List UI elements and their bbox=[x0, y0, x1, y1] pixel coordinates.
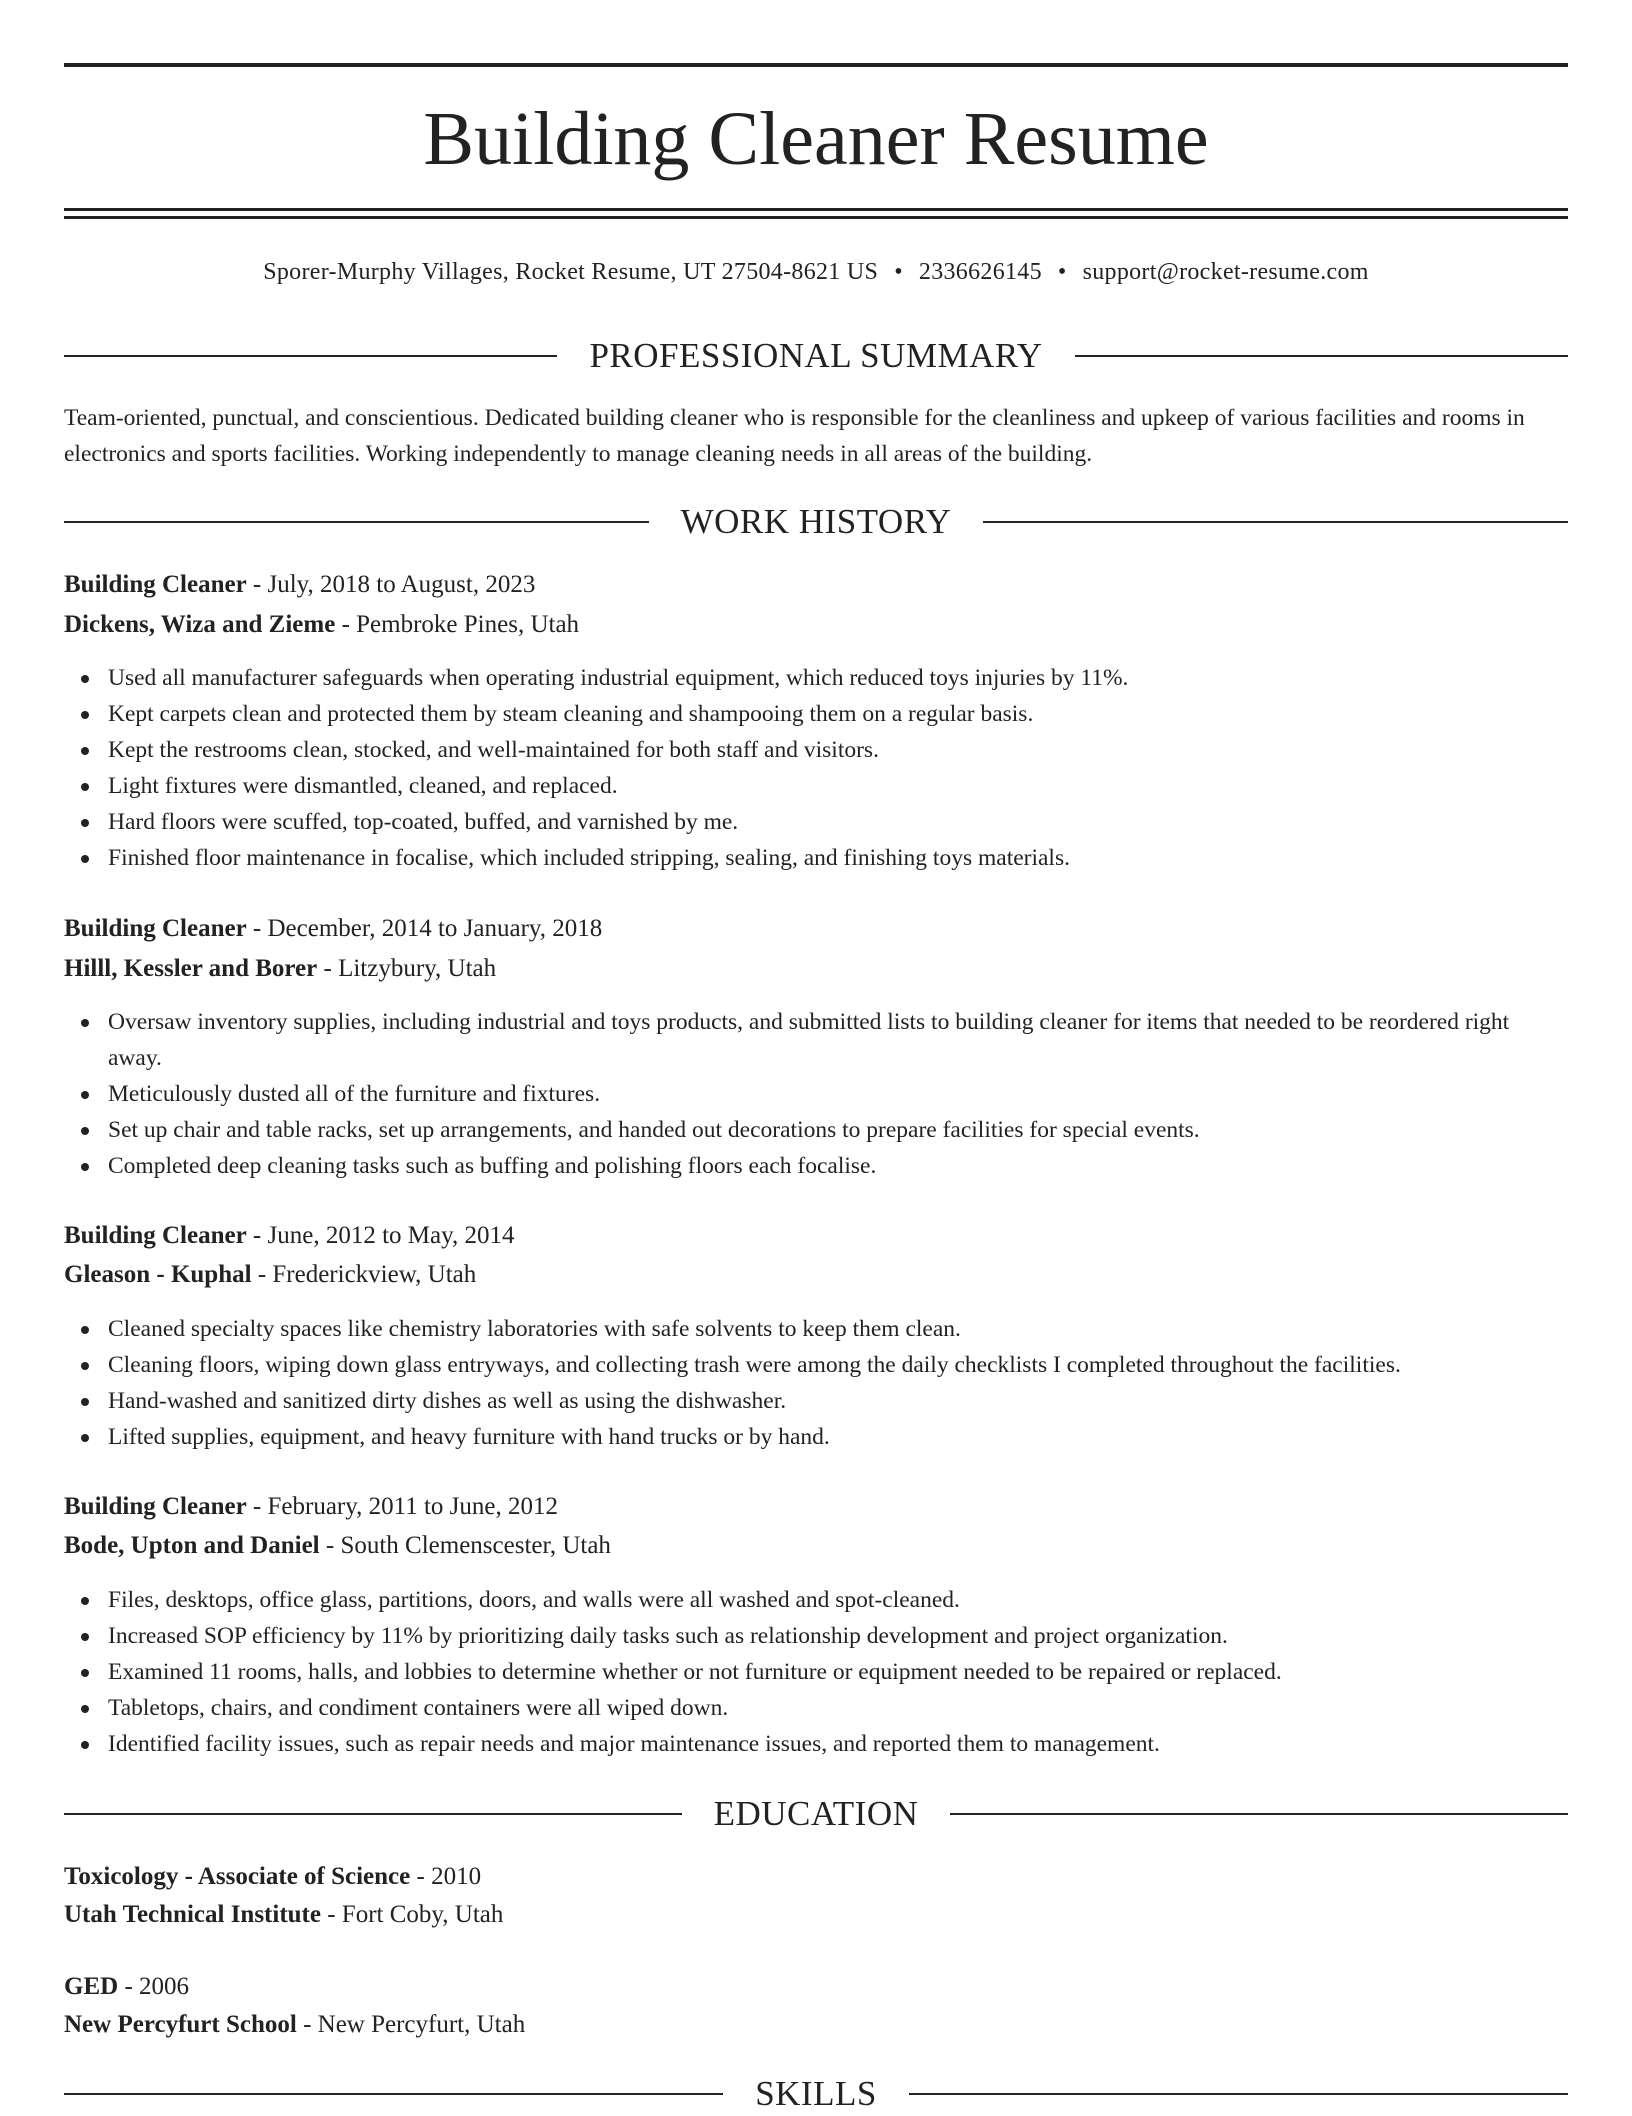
job-role: Building Cleaner bbox=[64, 1222, 247, 1249]
job-title-line bbox=[64, 910, 1568, 948]
contact-phone: 2336626145 bbox=[918, 259, 1042, 285]
job-title-line bbox=[64, 566, 1568, 604]
section-heading-label: WORK HISTORY bbox=[680, 502, 952, 541]
heading-rule bbox=[64, 355, 557, 357]
education-school-line bbox=[64, 2006, 1568, 2044]
list-item: Oversaw inventory supplies, including industrial and toys products, and submitted lists to building cleaner for items that needed to be reordered right away. bbox=[108, 1004, 1568, 1076]
job-dates: - February, 2011 to June, 2012 bbox=[246, 1493, 558, 1520]
list-item: Kept carpets clean and protected them by steam cleaning and shampooing them on a regular basis. bbox=[108, 696, 1568, 732]
job-company-line bbox=[64, 1256, 1568, 1294]
job-location: - Frederickview, Utah bbox=[251, 1261, 477, 1288]
education-degree: GED bbox=[64, 1973, 119, 2000]
education-degree: Toxicology - Associate of Science bbox=[64, 1863, 411, 1890]
job-location: - Litzybury, Utah bbox=[317, 955, 497, 982]
list-item: Light fixtures were dismantled, cleaned, and replaced. bbox=[108, 768, 1568, 804]
education-location: - New Percyfurt, Utah bbox=[296, 2011, 526, 2038]
list-item: Cleaned specialty spaces like chemistry laboratories with safe solvents to keep them clean. bbox=[108, 1311, 1568, 1347]
job-dates: - June, 2012 to May, 2014 bbox=[246, 1222, 515, 1249]
job-bullets bbox=[64, 660, 1568, 876]
job-role: Building Cleaner bbox=[64, 915, 247, 942]
page-title: Building Cleaner Resume bbox=[423, 97, 1209, 181]
education-year: - 2006 bbox=[118, 1973, 190, 2000]
list-item: Set up chair and table racks, set up arrangements, and handed out decorations to prepare facilities for special events. bbox=[108, 1112, 1568, 1148]
contact-separator: • bbox=[894, 259, 903, 285]
list-item: Cleaning floors, wiping down glass entryways, and collecting trash were among the daily checklists I completed throughout the facilities. bbox=[108, 1347, 1568, 1383]
job-dates: - July, 2018 to August, 2023 bbox=[246, 571, 536, 598]
section-heading-label: SKILLS bbox=[755, 2074, 877, 2113]
job-title-line bbox=[64, 1217, 1568, 1255]
title-rule-lower bbox=[64, 216, 1568, 219]
job-dates: - December, 2014 to January, 2018 bbox=[246, 915, 603, 942]
job-role: Building Cleaner bbox=[64, 1493, 247, 1520]
list-item: Examined 11 rooms, halls, and lobbies to determine whether or not furniture or equipment needed to be repaired or replaced. bbox=[108, 1654, 1568, 1690]
job-title-line bbox=[64, 1488, 1568, 1526]
top-rule bbox=[64, 63, 1568, 67]
education-school: Utah Technical Institute bbox=[64, 1901, 321, 1928]
heading-rule bbox=[909, 2093, 1568, 2095]
section-heading-skills bbox=[64, 2072, 1568, 2116]
job-role: Building Cleaner bbox=[64, 571, 247, 598]
contact-email: support@rocket-resume.com bbox=[1082, 259, 1369, 285]
summary-text: Team-oriented, punctual, and conscientious. Dedicated building cleaner who is responsible for the cleanliness and upkeep of various facilities and rooms in electronics and sports facilities. Working independently to manage cleaning needs in all areas of the building. bbox=[64, 405, 1525, 467]
education-school: New Percyfurt School bbox=[64, 2011, 297, 2038]
education-year: - 2010 bbox=[410, 1863, 482, 1890]
contact-address: Sporer-Murphy Villages, Rocket Resume, UT 27504-8621 US bbox=[263, 259, 879, 285]
list-item: Kept the restrooms clean, stocked, and well-maintained for both staff and visitors. bbox=[108, 732, 1568, 768]
section-heading-label: EDUCATION bbox=[713, 1794, 919, 1833]
education-location: - Fort Coby, Utah bbox=[320, 1901, 504, 1928]
heading-rule bbox=[950, 1813, 1568, 1815]
section-heading-summary bbox=[64, 334, 1568, 378]
list-item: Identified facility issues, such as repair needs and major maintenance issues, and reported them to management. bbox=[108, 1726, 1568, 1762]
education-degree-line bbox=[64, 1858, 1568, 1896]
job-company: Dickens, Wiza and Zieme bbox=[64, 611, 336, 638]
job-location: - South Clemenscester, Utah bbox=[319, 1532, 611, 1559]
job-location: - Pembroke Pines, Utah bbox=[335, 611, 580, 638]
heading-rule bbox=[64, 1813, 682, 1815]
contact-line bbox=[64, 254, 1568, 290]
list-item: Meticulously dusted all of the furniture and fixtures. bbox=[108, 1076, 1568, 1112]
job-company-line bbox=[64, 606, 1568, 644]
list-item: Finished floor maintenance in focalise, which included stripping, sealing, and finishing toys materials. bbox=[108, 840, 1568, 876]
list-item: Hand-washed and sanitized dirty dishes as well as using the dishwasher. bbox=[108, 1383, 1568, 1419]
heading-rule bbox=[64, 521, 649, 523]
section-heading-label: PROFESSIONAL SUMMARY bbox=[589, 336, 1043, 375]
job-company: Bode, Upton and Daniel bbox=[64, 1532, 320, 1559]
job-company: Hilll, Kessler and Borer bbox=[64, 955, 318, 982]
education-degree-line bbox=[64, 1968, 1568, 2006]
job-company: Gleason - Kuphal bbox=[64, 1261, 252, 1288]
list-item: Files, desktops, office glass, partitions, doors, and walls were all washed and spot-cleaned. bbox=[108, 1582, 1568, 1618]
list-item: Tabletops, chairs, and condiment containers were all wiped down. bbox=[108, 1690, 1568, 1726]
list-item: Increased SOP efficiency by 11% by prioritizing daily tasks such as relationship development and project organization. bbox=[108, 1618, 1568, 1654]
heading-rule bbox=[983, 521, 1568, 523]
heading-rule bbox=[64, 2093, 723, 2095]
job-bullets bbox=[64, 1582, 1568, 1762]
heading-rule bbox=[1075, 355, 1568, 357]
job-bullets bbox=[64, 1004, 1568, 1184]
list-item: Hard floors were scuffed, top-coated, buffed, and varnished by me. bbox=[108, 804, 1568, 840]
contact-separator: • bbox=[1057, 259, 1067, 285]
education-school-line bbox=[64, 1896, 1568, 1934]
section-heading-education bbox=[64, 1792, 1568, 1836]
job-company-line bbox=[64, 950, 1568, 988]
title-rule-upper bbox=[64, 208, 1568, 211]
job-bullets bbox=[64, 1311, 1568, 1455]
list-item: Used all manufacturer safeguards when operating industrial equipment, which reduced toys injuries by 11%. bbox=[108, 660, 1568, 696]
job-company-line bbox=[64, 1527, 1568, 1565]
list-item: Completed deep cleaning tasks such as buffing and polishing floors each focalise. bbox=[108, 1148, 1568, 1184]
section-heading-work bbox=[64, 500, 1568, 544]
list-item: Lifted supplies, equipment, and heavy furniture with hand trucks or by hand. bbox=[108, 1419, 1568, 1455]
